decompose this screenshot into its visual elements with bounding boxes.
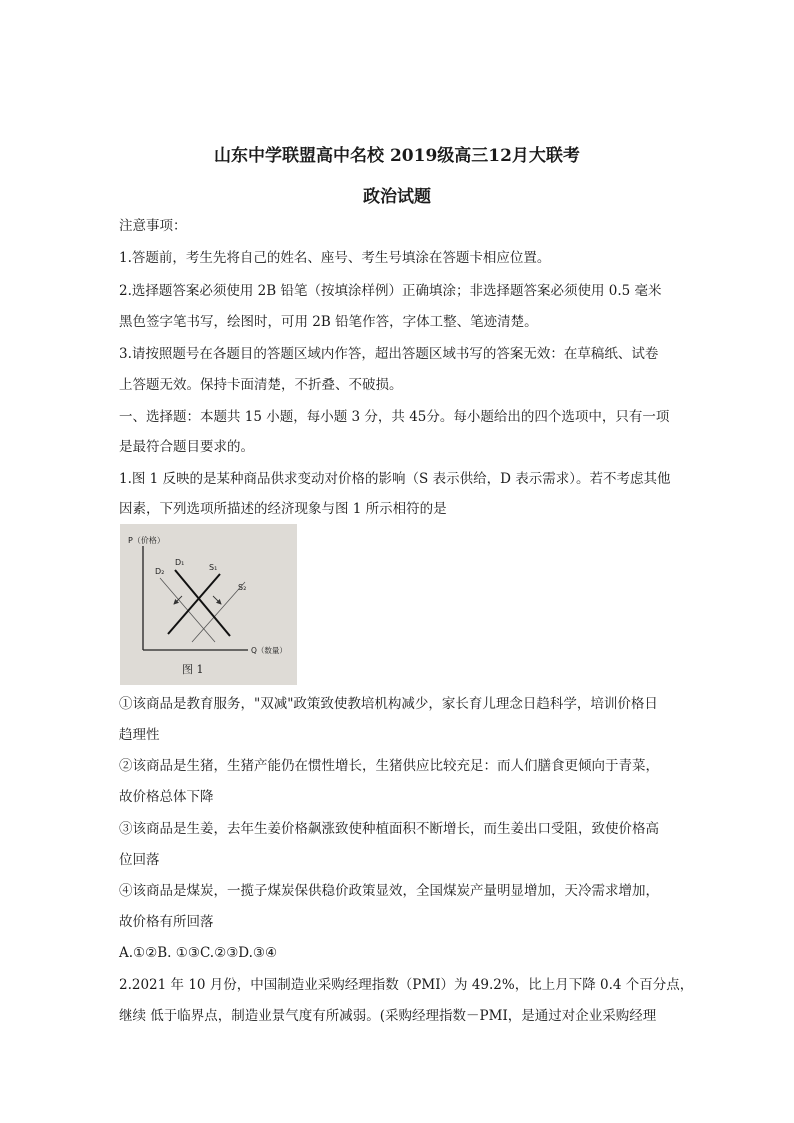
question-stem: 继续 低于临界点，制造业景气度有所减弱。(采购经理指数－PMI，是通过对企业采购经理	[119, 1008, 657, 1024]
notice-item: 2.选择题答案必须使用 2B 铅笔（按填涂样例）正确填涂；非选择题答案必须使用 0.5 毫米	[119, 283, 662, 299]
d1-label: D₁	[175, 558, 185, 567]
notice-item: 黑色签字笔书写，绘图时，可用 2B 铅笔作答，字体工整、笔迹清楚。	[119, 314, 538, 330]
question-stem: 2.2021 年 10 月份，中国制造业采购经理指数（PMI）为 49.2%，比上月下降 0.4 个百分点，	[119, 977, 694, 993]
notice-item: 1.答题前，考生先将自己的姓名、座号、考生号填涂在答题卡相应位置。	[119, 250, 551, 266]
option-line: 位回落	[119, 852, 160, 868]
x-axis-label: Q（数量）	[251, 646, 287, 655]
s1-curve	[168, 574, 220, 634]
subject-title: 政治试题	[363, 187, 431, 207]
option-line: 趋理性	[119, 727, 160, 743]
s2-label: S₂	[238, 583, 247, 592]
question-stem: 因素，下列选项所描述的经济现象与图 1 所示相符的是	[119, 501, 447, 517]
notice-item: 3.请按照题号在各题目的答题区域内作答，超出答题区域书写的答案无效：在草稿纸、试卷	[119, 346, 659, 362]
supply-demand-figure	[120, 524, 297, 685]
d2-label: D₂	[155, 567, 165, 576]
s1-label: S₁	[209, 563, 218, 572]
section-instruction: 一、选择题：本题共 15 小题，每小题 3 分，共 45分。每小题给出的四个选项中，只有一项	[119, 409, 670, 425]
option-line: ①该商品是教育服务，"双减"政策致使教培机构减少，家长育儿理念日趋科学，培训价格日	[119, 696, 658, 712]
notice-heading: 注意事项：	[119, 218, 187, 234]
notice-item: 上答题无效。保持卡面清楚，不折叠、不破损。	[119, 377, 403, 393]
figure-caption: 图 1	[182, 663, 204, 676]
option-line: 故价格总体下降	[119, 789, 214, 805]
section-instruction: 是最符合题目要求的。	[119, 439, 254, 455]
option-line: 故价格有所回落	[119, 914, 214, 930]
d1-curve	[175, 570, 230, 636]
answer-choices: A.①②B. ①③C.②③D.③④	[119, 945, 278, 961]
exam-title: 山东中学联盟高中名校 2019级高三12月大联考	[214, 146, 580, 166]
option-line: ③该商品是生姜，去年生姜价格飙涨致使种植面积不断增长，而生姜出口受阻，致使价格高	[119, 821, 659, 837]
supply-shift-arrow	[213, 596, 221, 604]
option-line: ④该商品是煤炭，一揽子煤炭保供稳价政策显效，全国煤炭产量明显增加，天冷需求增加，	[119, 883, 659, 899]
question-stem: 1.图 1 反映的是某种商品供求变动对价格的影响（S 表示供给，D 表示需求）。若不考虑其他	[119, 471, 671, 487]
option-line: ②该商品是生猪，生猪产能仍在惯性增长，生猪供应比较充足：而人们膳食更倾向于青菜，	[119, 758, 659, 774]
y-axis-label: P（价格）	[128, 536, 165, 545]
